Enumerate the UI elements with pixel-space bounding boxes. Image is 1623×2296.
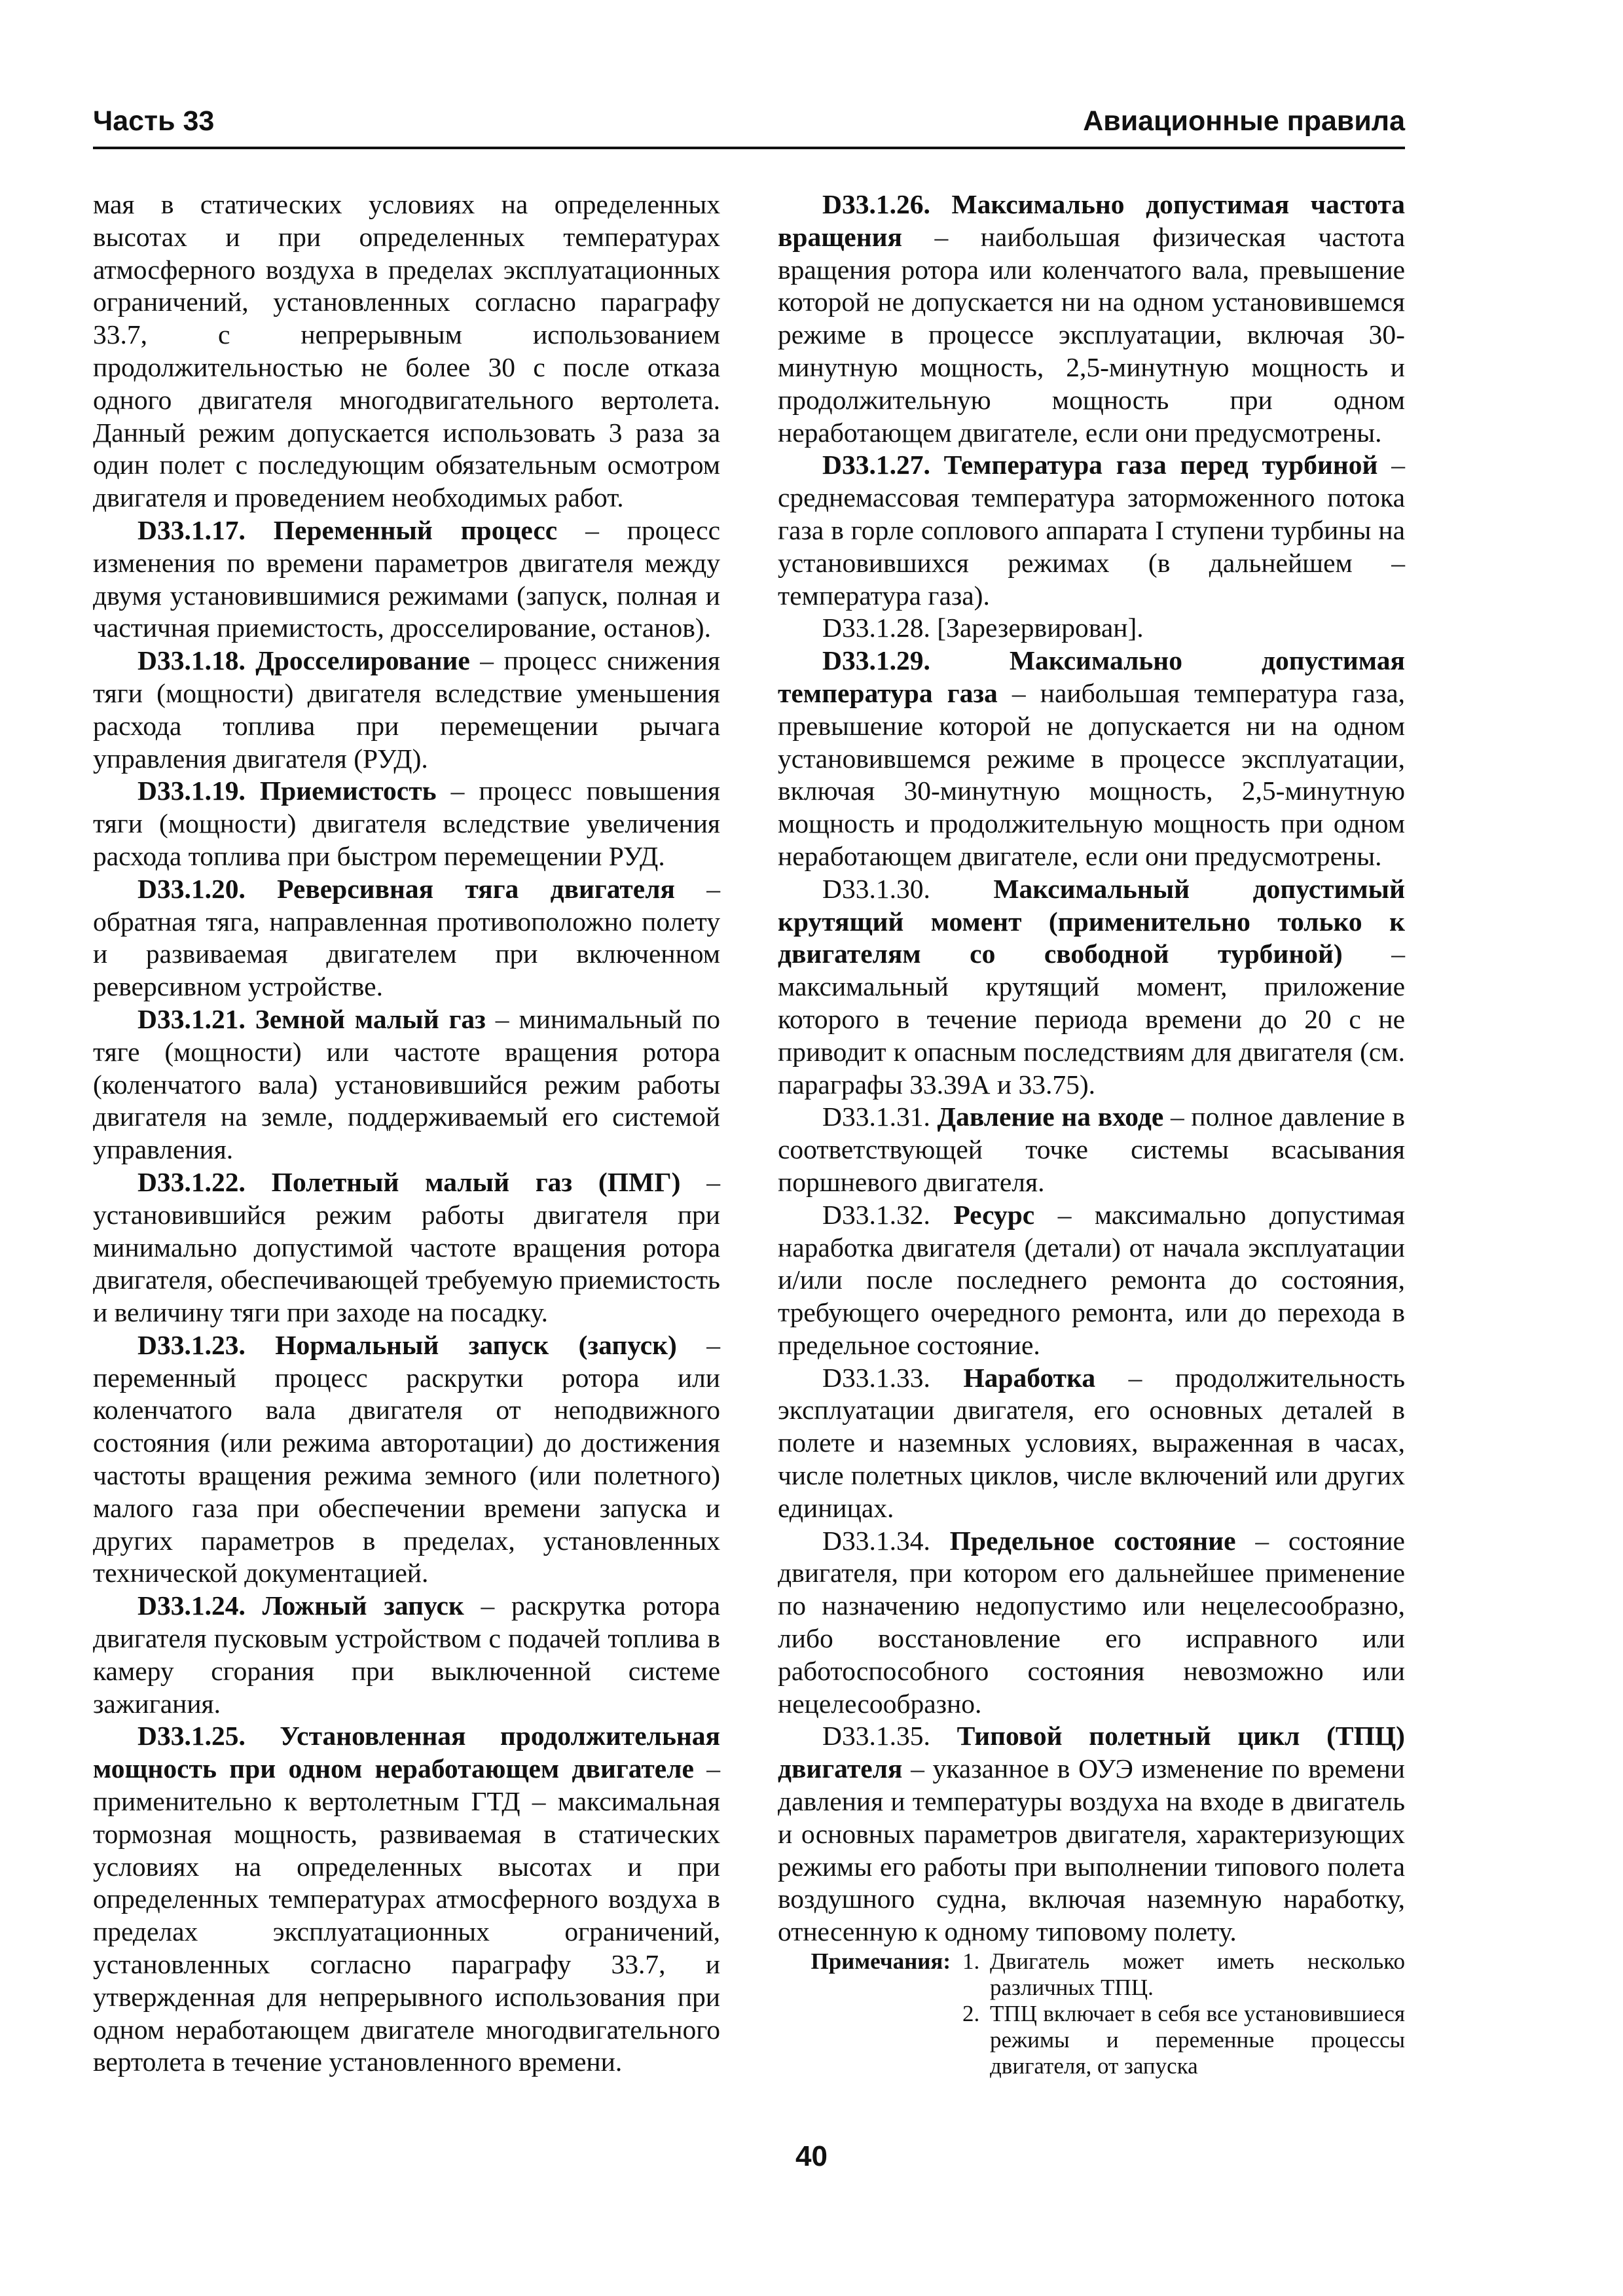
paragraph [93,1329,720,1590]
term: Давление на входе [937,1102,1164,1132]
note-number: 1. [962,1948,980,1975]
notes-label: Примечания: [811,1948,951,1975]
term: D33.1.23. Нормальный запуск (запуск) [137,1329,677,1360]
term: Ресурс [953,1199,1035,1230]
term: D33.1.20. Реверсивная тяга двигателя [137,873,675,904]
term: D33.1.21. Земной малый газ [137,1003,486,1034]
left-column [93,188,720,2079]
paragraph [778,645,1405,873]
paragraph [93,188,720,514]
paragraph [778,188,1405,449]
paragraph [778,873,1405,1102]
paragraph [93,775,720,872]
note-number: 2. [962,2001,980,2027]
term: D33.1.17. Переменный процесс [137,514,558,545]
term: D33.1.29. Максимально допустимая температура газа [778,645,1405,708]
paragraph-text: – обратная тяга, направленная противоположно полету и развиваемая двигателем при включенном реверсивном устройстве. [93,873,720,1002]
header-part: Часть 33 [93,105,215,137]
notes [778,1948,1405,2079]
term: D33.1.27. Температура газа перед турбиной [822,450,1378,480]
note-text: Двигатель может иметь несколько различных ТПЦ. [990,1948,1405,2001]
paragraph-text: – процесс изменения по времени параметров двигателя между двумя установившимися режимами (запуск, полная и частичная приемистость, дросселирование, останов). [93,514,720,643]
note-text: ТПЦ включает в себя все установившиеся режимы и переменные процессы двигателя, от запуска [990,2001,1405,2079]
paragraph [778,1362,1405,1525]
term: D33.1.24. Ложный запуск [137,1590,464,1621]
paragraph [93,1720,720,2079]
paragraph [778,612,1405,645]
running-header [93,97,1405,149]
paragraph-text: – наибольшая физическая частота вращения ротора или коленчатого вала, превышение которой не допускается ни на одном установившемся режиме в процессе эксплуатации, включая 30-минутную мощность, 2,5-минутную мощность и продолжительную мощность при одном неработающем двигателе, если они предусмотрены. [778,221,1405,448]
paragraph [778,1720,1405,1948]
paragraph-text: – процесс снижения тяги (мощности) двигателя вследствие уменьшения расхода топлива при перемещении рычага управления двигателя (РУД). [93,645,720,774]
term: D33.1.18. Дросселирование [137,645,470,676]
term: D33.1.19. Приемистость [137,776,437,806]
paragraph-number: D33.1.34. [822,1525,950,1556]
note-item [962,1948,1405,2001]
paragraph-text: – указанное в ОУЭ изменение по времени давления и температуры воздуха на входе в двигатель и основных параметров двигателя, характеризующих режимы его работы при выполнении типового полета воздушного судна, включая наземную наработку, отнесенную к одному типовому полету. [778,1753,1405,1947]
paragraph [93,873,720,1003]
paragraph-number: D33.1.32. [822,1199,954,1230]
paragraph [93,1003,720,1166]
right-column [778,188,1405,2079]
paragraph-text: – переменный процесс раскрутки ротора или коленчатого вала двигателя от неподвижного состояния (или режима авторотации) до достижения частоты вращения режима земного (или полетного) малого газа при обеспечении времени запуска и других параметров в пределах, установленных технической документацией. [93,1329,720,1588]
paragraph [93,514,720,645]
paragraph-text: D33.1.28. [Зарезервирован]. [822,613,1144,643]
paragraph-text: – продолжительность эксплуатации двигателя, его основных деталей в полете и наземных условиях, выраженная в часах, числе полетных циклов, числе включений или других единицах. [778,1362,1405,1523]
paragraph-text: – раскрутка ротора двигателя пусковым устройством с подачей топлива в камеру сгорания при выключенной системе зажигания. [93,1590,720,1719]
paragraph [93,1590,720,1720]
paragraph [778,449,1405,612]
term: Предельное состояние [949,1525,1236,1556]
paragraph [778,1525,1405,1721]
header-title: Авиационные правила [1083,105,1405,137]
term: Типовой полетный цикл (ТПЦ) двигателя [778,1721,1405,1784]
paragraph-text: – полное давление в соответствующей точке системы всасывания поршневого двигателя. [778,1102,1405,1197]
paragraph-text: – минимальный по тяге (мощности) или частоте вращения ротора (коленчатого вала) установившийся режим работы двигателя на земле, поддерживаемый его системой управления. [93,1003,720,1165]
paragraph [93,645,720,775]
paragraph-text: – процесс повышения тяги (мощности) двигателя вследствие увеличения расхода топлива при быстром перемещении РУД. [93,776,721,871]
paragraph-text: – максимально допустимая наработка двигателя (детали) от начала эксплуатации и/или после последнего ремонта до состояния, требующего очередного ремонта, или до перехода в предельное состояние. [778,1199,1405,1360]
paragraph-text: – состояние двигателя, при котором его дальнейшее применение по назначению недопустимо или нецелесообразно, либо восстановление его исправного или работоспособного состояния невозможно или нецелесообразно. [778,1525,1405,1719]
paragraph [778,1101,1405,1198]
paragraph-text: – среднемассовая температура заторможенного потока газа в горле соплового аппарата I ступени турбины на установившихся режимах (в дальнейшем – температура газа). [778,450,1405,611]
paragraph-text: – применительно к вертолетным ГТД – максимальная тормозная мощность, развиваемая в статических условиях на определенных высотах и при определенных температурах атмосферного воздуха в пределах эксплуатационных ограничений, установленных согласно параграфу 33.7, и утвержденная для непрерывного использования при одном неработающем двигателе многодвигательного вертолета в течение установленного времени. [93,1753,721,2077]
term: Наработка [963,1362,1096,1393]
paragraph-text: – наибольшая температура газа, превышение которой не допускается ни на одном установившемся режиме в процессе эксплуатации, включая 30-минутную мощность, 2,5-минутную мощность и продолжительную мощность при одном неработающем двигателе, если они предусмотрены. [778,677,1405,871]
paragraph-number: D33.1.35. [822,1721,957,1751]
paragraph-text: – установившийся режим работы двигателя при минимально допустимой частоте вращения ротора двигателя, обеспечивающей требуемую приемистость и величину тяги при заходе на посадку. [93,1166,720,1328]
term: D33.1.22. Полетный малый газ (ПМГ) [137,1166,681,1197]
paragraph-number: D33.1.31. [822,1102,938,1132]
paragraph-text: мая в статических условиях на определенных высотах и при определенных температурах атмосферного воздуха в пределах эксплуатационных ограничений, установленных согласно параграфу 33.7, с непрерывным использованием продолжительностью не более 30 с после отказа одного двигателя многодвигательного вертолета. Данный режим допускается использовать 3 раза за один полет с последующим обязательным осмотром двигателя и проведением необходимых работ. [93,189,720,513]
paragraph [93,1166,720,1329]
paragraph-number: D33.1.33. [822,1362,964,1393]
paragraph-number: D33.1.30. [822,873,994,904]
term: Максимальный допустимый крутящий момент (применительно только к двигателям со свободной турбиной) [778,873,1405,969]
term: D33.1.26. Максимально допустимая частота вращения [778,189,1405,252]
paragraph-text: – максимальный крутящий момент, приложение которого в течение периода времени до 20 с не приводит к опасным последствиям для двигателя (см. параграфы 33.39А и 33.75). [778,939,1405,1100]
paragraph [778,1199,1405,1362]
term: D33.1.25. Установленная продолжительная мощность при одном неработающем двигателе [93,1721,720,1784]
note-item [962,2001,1405,2079]
page-number: 40 [795,2140,828,2172]
